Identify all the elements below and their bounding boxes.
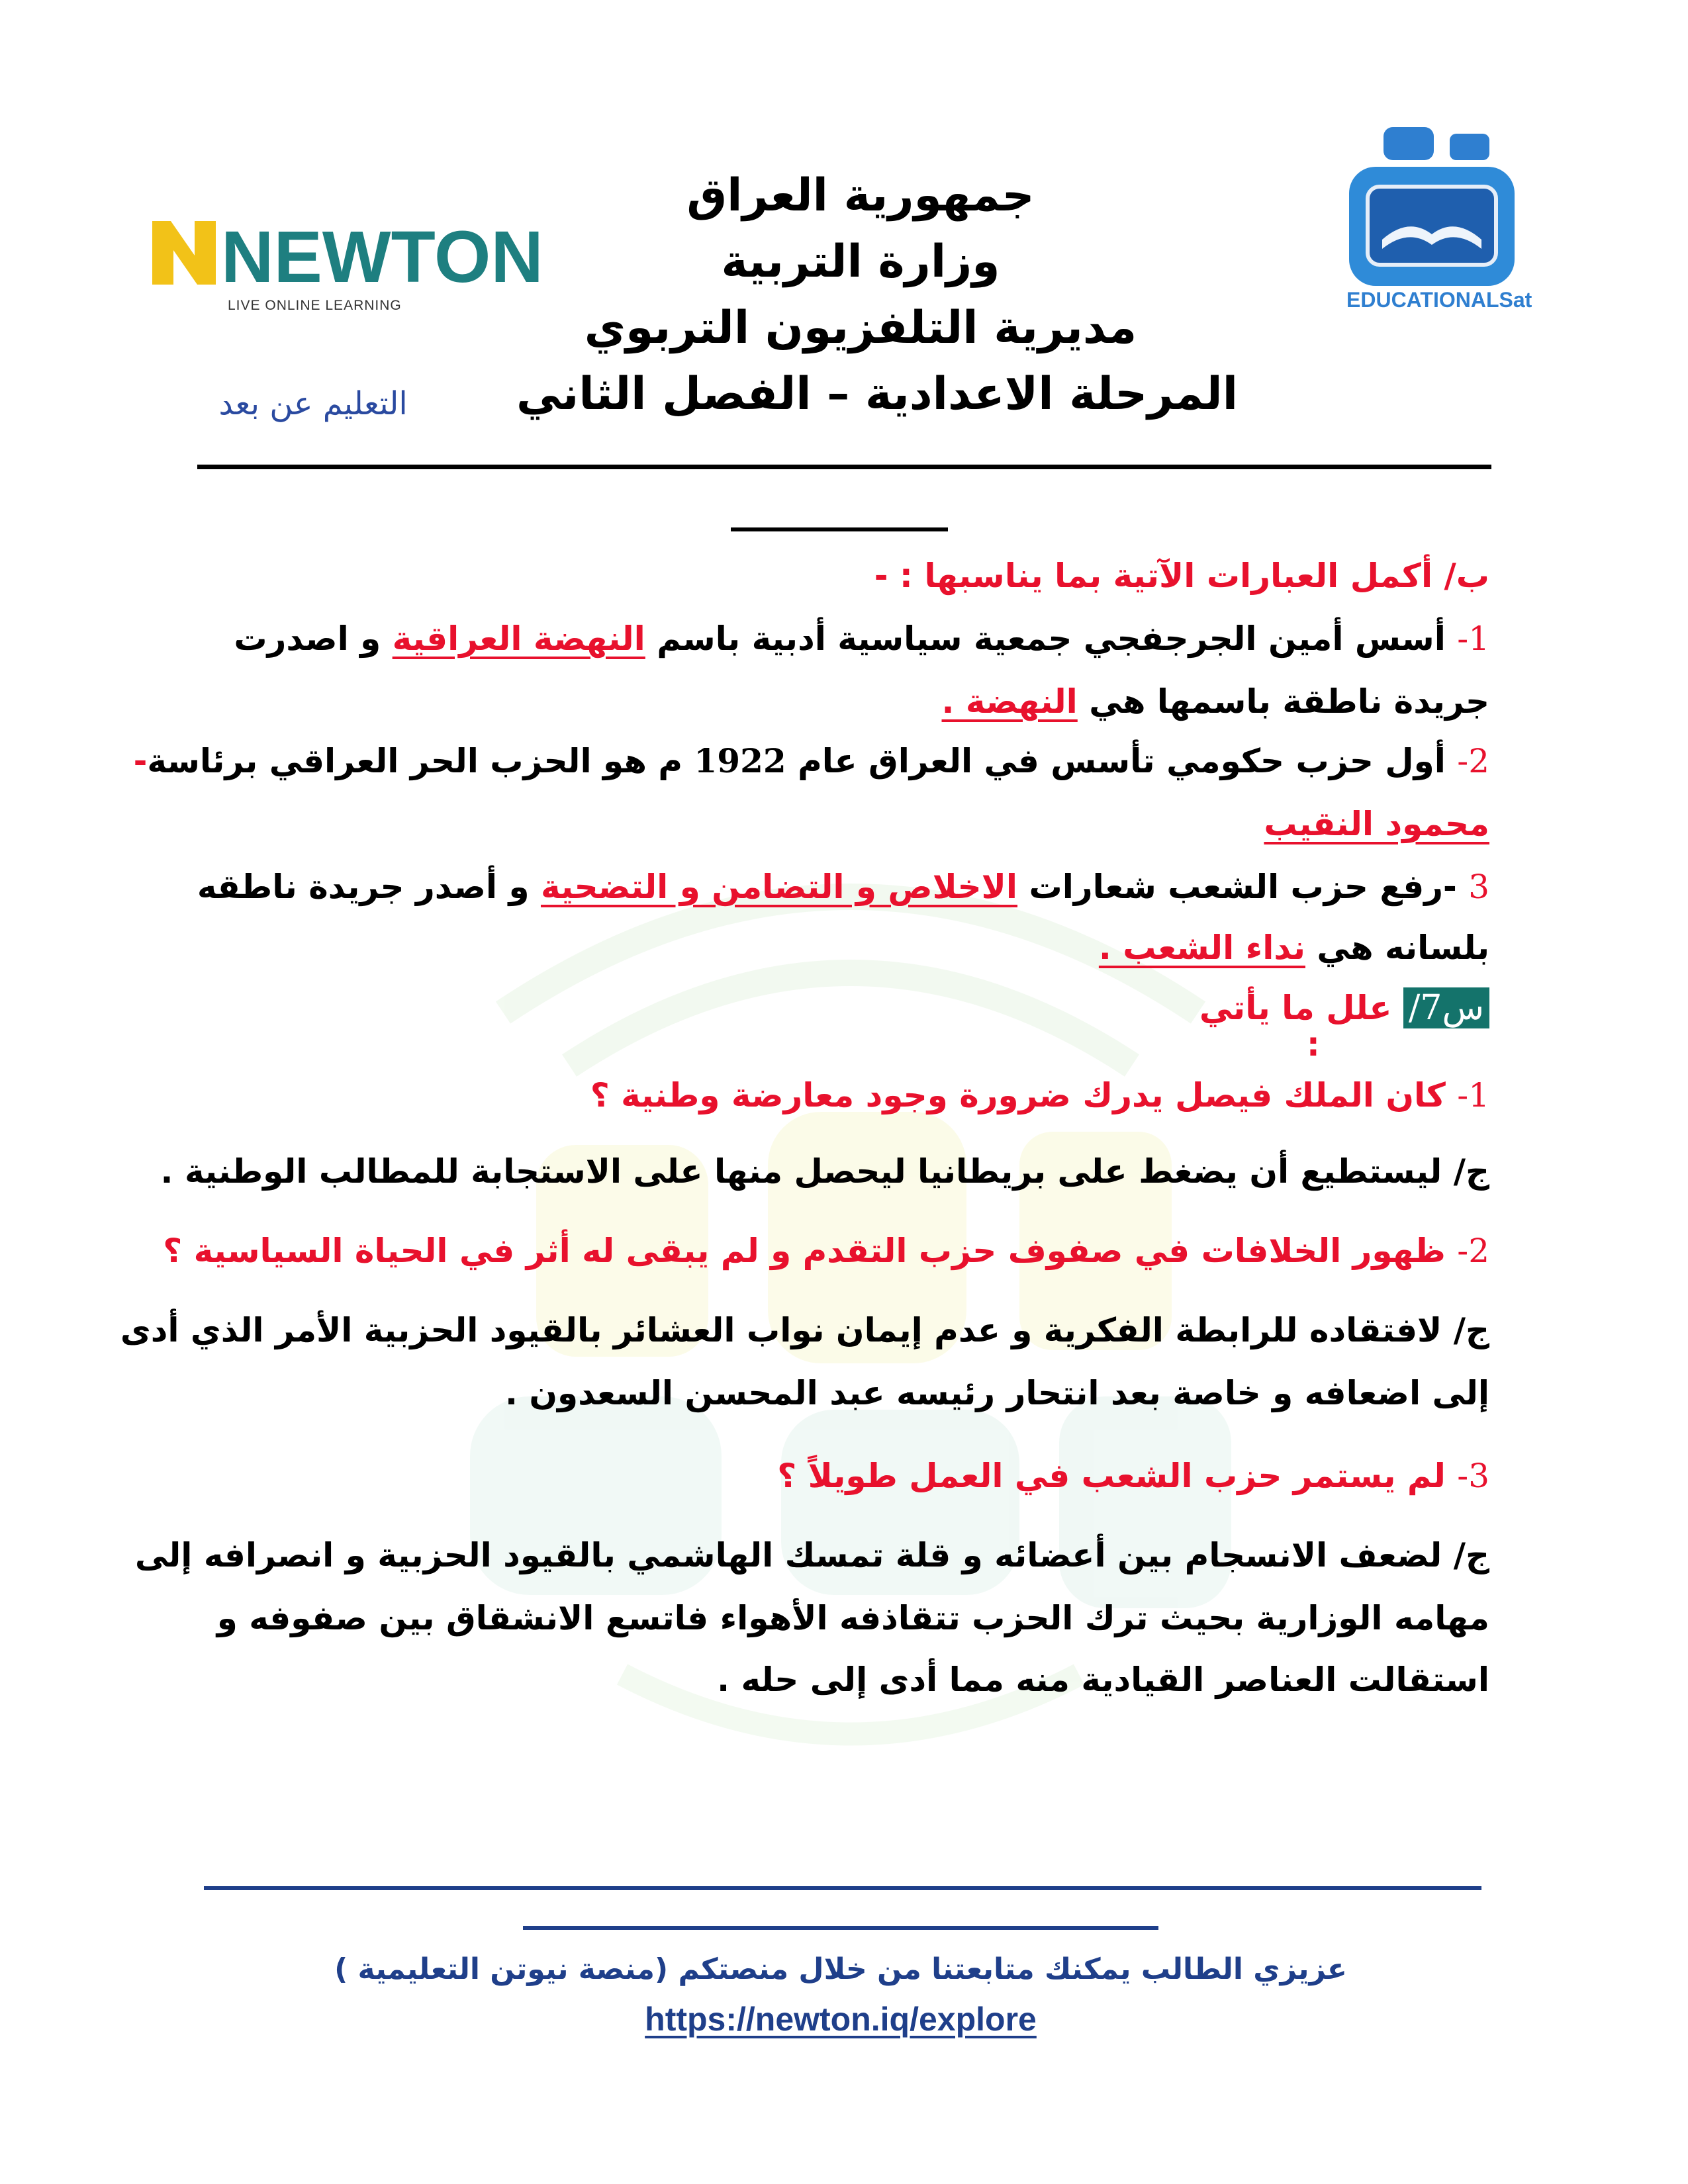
section-b-heading: ب/ أكمل العبارات الآتية بما يناسبها : - <box>874 557 1489 595</box>
q7-answer-1-line-1: ج/ ليستطيع أن يضغط على بريطانيا ليحصل منها على الاستجابة للمطالب الوطنية . <box>160 1152 1489 1191</box>
fill-item-2-text-end: م هو الحزب الحر العراقي برئاسة <box>147 742 694 780</box>
footer-rule-short <box>523 1926 1158 1930</box>
header-ministry: وزارة التربية <box>721 236 1000 288</box>
fill-item-3-line-2-text: بلسانه هي <box>1305 929 1489 967</box>
footer-link-row <box>331 2000 1350 2038</box>
fill-item-2-text: أول حزب حكومي تأسس في العراق عام <box>786 742 1458 780</box>
fill-item-2-number: 2- <box>1457 742 1489 780</box>
fill-item-1-answer-1: النهضة العراقية <box>392 619 645 658</box>
fill-item-2-mark: - <box>133 742 148 780</box>
q7-question-2 <box>163 1231 1489 1271</box>
fill-item-2-answer: محمود النقيب <box>1264 805 1489 843</box>
newton-logo-tagline: LIVE ONLINE LEARNING <box>228 298 402 313</box>
fill-item-1-text-end: و اصدرت <box>234 619 393 658</box>
q7-colon: : <box>1306 1025 1332 1064</box>
fill-item-1-text: أسس أمين الجرجفجي جمعية سياسية أدبية باسم <box>645 619 1458 658</box>
q7-heading <box>1199 987 1489 1028</box>
fill-item-2-line-1 <box>134 741 1489 781</box>
q7-heading-line-1: علل ما يأتي <box>1199 989 1403 1027</box>
header-country: جمهورية العراق <box>686 169 1035 222</box>
q7-question-2-number: 2- <box>1457 1232 1489 1270</box>
newton-logo <box>147 204 543 316</box>
q7-question-3 <box>777 1456 1489 1496</box>
q7-question-1-number: 1- <box>1457 1076 1489 1115</box>
header-divider <box>197 465 1491 469</box>
section-divider <box>731 527 948 531</box>
q7-question-1-text: كان الملك فيصل يدرك ضرورة وجود معارضة وطنية ؟ <box>590 1076 1458 1115</box>
q7-answer-3-line-2: مهامه الوزارية بحيث ترك الحزب تتقاذفه الأهواء فاتسع الانشقاق بين صفوفه و <box>216 1599 1489 1637</box>
fill-item-2-year: 1922 <box>694 741 786 780</box>
fill-item-1-line-2 <box>942 682 1490 721</box>
header-stage: المرحلة الاعدادية – الفصل الثاني <box>516 368 1239 420</box>
q7-question-1 <box>590 1075 1489 1115</box>
fill-item-3-answer-2: نداء الشعب . <box>1098 929 1305 967</box>
educational-sat-logo <box>1342 127 1561 312</box>
fill-item-1-number: 1- <box>1457 619 1489 658</box>
footer-link[interactable]: https://newton.iq/explore <box>645 2001 1037 2038</box>
q7-answer-3-line-3: استقالت العناصر القيادية منه مما أدى إلى حله . <box>717 1661 1489 1699</box>
q7-question-2-text: ظهور الخلافات في صفوف حزب التقدم و لم يبقى له أثر في الحياة السياسية ؟ <box>163 1232 1458 1270</box>
fill-item-1-answer-2: النهضة . <box>941 682 1078 721</box>
footer-message: عزيزي الطالب يمكنك متابعتنا من خلال منصتكم (منصة نيوتن التعليمية ) <box>334 1952 1347 1986</box>
fill-item-3-text: -رفع حزب الشعب شعارات <box>1017 868 1469 906</box>
educational-sat-wordmark: EDUCATIONALSat <box>1346 288 1532 312</box>
q7-answer-3-line-1: ج/ لضعف الانسجام بين أعضائه و قلة تمسك الهاشمي بالقيود الحزبية و انصرافه إلى <box>134 1536 1489 1574</box>
fill-item-3-line-2 <box>1099 928 1489 968</box>
fill-item-3-answer-1: الاخلاص و التضامن و التضحية <box>540 868 1018 906</box>
q7-question-3-number: 3- <box>1457 1457 1489 1495</box>
newton-logo-wordmark: NEWTON <box>221 216 543 298</box>
q7-badge: س7/ <box>1403 987 1489 1028</box>
q7-answer-2-line-2: إلى اضعافه و خاصة بعد انتحار رئيسه عبد المحسن السعدون . <box>504 1374 1489 1412</box>
header-directorate: مديرية التلفزيون التربوي <box>584 302 1137 354</box>
q7-answer-2-line-1: ج/ لافتقاده للرابطة الفكرية و عدم إيمان نواب العشائر بالقيود الحزبية الأمر الذي أدى <box>120 1311 1489 1349</box>
header-remote-learning: التعليم عن بعد <box>218 385 408 422</box>
q7-question-3-text: لم يستمر حزب الشعب في العمل طويلاً ؟ <box>777 1457 1458 1495</box>
fill-item-1-line-2-text: جريدة ناطقة باسمها هي <box>1077 682 1489 721</box>
fill-item-3-text-end: و أصدر جريدة ناطقه <box>197 868 541 906</box>
fill-item-2-line-2 <box>1264 804 1489 844</box>
footer-rule-long <box>204 1886 1481 1890</box>
fill-item-3-number: 3 <box>1468 868 1489 906</box>
fill-item-3-line-1 <box>197 867 1489 907</box>
fill-item-1-line-1 <box>234 619 1489 659</box>
